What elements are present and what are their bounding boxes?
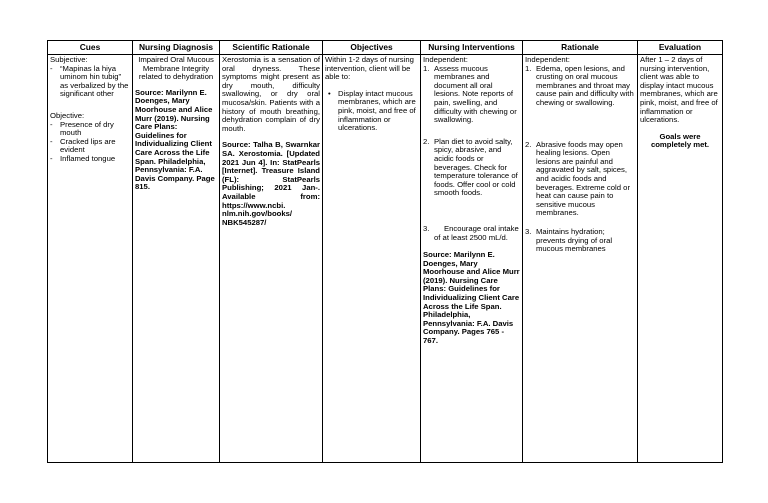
objective-item: - Inflamed tongue xyxy=(50,155,130,164)
evaluation-text: After 1 – 2 days of nursing intervention, client was able to display intact mucous membranes, which are pink, moist, and free of inflammation or ulcerations. xyxy=(640,55,718,125)
rationale-cell xyxy=(523,55,638,463)
diagnosis-source: Source: Marilynn E. Doenges, Mary Moorhouse and Alice Murr (2019). Nursing Care Plans: Guidelines for Individualizing Client Care Across the Life Span. Philadelphia, Pennsylvania: F.A. Davis Company. Page 815. xyxy=(135,87,215,192)
rationale-text: Maintains hydration; prevents drying of oral mucous membranes xyxy=(536,226,613,254)
rationale-label: Independent: xyxy=(525,55,570,64)
diagnosis-text: Impaired Oral Mucous Membrane Integrity related to dehydration xyxy=(138,55,214,82)
subjective-label: Subjective: xyxy=(50,55,88,64)
intervention-item xyxy=(423,225,520,242)
rationale-number: 1. xyxy=(525,63,532,73)
header-objectives: Objectives xyxy=(323,41,421,55)
rationale-item xyxy=(525,65,635,108)
header-nursing-interventions: Nursing Interventions xyxy=(421,41,523,55)
interventions-source: Source: Marilynn E. Doenges, Mary Moorhouse and Alice Murr (2019). Nursing Care Plans: Guidelines for Individualizing Client Care Across the Life Span. Philadelphia, Pennsylvania: F.A. Davis Company. Pages 765 - 767. xyxy=(423,250,520,346)
intervention-number: 3. xyxy=(423,223,430,233)
intervention-item xyxy=(423,65,520,125)
objectives-intro: Within 1-2 days of nursing intervention, client will be able to: xyxy=(325,55,414,82)
scientific-rationale-text: Xerostomia is a sensation of oral dryness. These symptoms might present as dry mouth, difficulty swallowing, or dry oral mucosa/skin. Patients with a history of mouth breathing, dehydration complain of dry mouth. xyxy=(222,55,320,133)
plan-row xyxy=(48,55,723,463)
rationale-number: 3. xyxy=(525,226,532,236)
objectives-cell xyxy=(323,55,421,463)
objective-item: - Cracked lips are evident xyxy=(50,138,130,155)
intervention-text: Encourage oral intake of at least 2500 mL/d. xyxy=(434,223,519,242)
cues-cell xyxy=(48,55,133,463)
subjective-quote: - “Mapinas la hiya uminom hin tubig” as verbalized by the significant other xyxy=(50,65,130,99)
rationale-item xyxy=(525,228,635,254)
objectives-item: • Display intact mucous membranes, which are pink, moist, and free of inflammation or ulcerations. xyxy=(325,90,418,133)
rationale-text: Abrasive foods may open healing lesions. Open lesions are painful and aggravated by salt, spices, and acidic foods and beverages. Extreme cold or heat can cause pain to sensitive mucous membranes. xyxy=(536,139,631,218)
interventions-cell xyxy=(421,55,523,463)
diagnosis-cell xyxy=(133,55,220,463)
evaluation-goal: Goals were completely met. xyxy=(650,131,710,150)
evaluation-cell xyxy=(638,55,723,463)
header-evaluation: Evaluation xyxy=(638,41,723,55)
intervention-number: 1. xyxy=(423,63,430,73)
objective-label: Objective: xyxy=(50,110,85,120)
scientific-rationale-source: Source: Talha B, Swarnkar SA. Xerostomia. [Updated 2021 Jun 4]. In: StatPearls [Internet]. Treasure Island (FL): StatPearls Publishing; 2021 Jan-. Available from: https://www.ncbi. nlm.nih.gov/books/ NBK545287/ xyxy=(222,140,320,227)
interventions-label: Independent: xyxy=(423,55,468,64)
intervention-text: Assess mucous membranes and document all oral lesions. Note reports of pain, swelling, and difficulty with chewing or swallowing. xyxy=(434,63,517,125)
intervention-item xyxy=(423,138,520,198)
intervention-text: Plan diet to avoid salty, spicy, abrasive, and acidic foods or beverages. Check for temperature tolerance of foods. Offer cool or cold smooth foods. xyxy=(434,136,518,198)
objective-item: - Presence of dry mouth xyxy=(50,121,130,138)
header-rationale: Rationale xyxy=(523,41,638,55)
rationale-item xyxy=(525,141,635,218)
header-nursing-diagnosis: Nursing Diagnosis xyxy=(133,41,220,55)
nursing-care-plan-table xyxy=(47,40,723,463)
header-scientific-rationale: Scientific Rationale xyxy=(220,41,323,55)
rationale-text: Edema, open lesions, and crusting on oral mucous membranes and throat may cause pain and difficulty with chewing or swallowing. xyxy=(536,63,634,107)
header-cues: Cues xyxy=(48,41,133,55)
scientific-rationale-cell xyxy=(220,55,323,463)
header-row xyxy=(48,41,723,55)
rationale-number: 2. xyxy=(525,139,532,149)
intervention-number: 2. xyxy=(423,136,430,146)
